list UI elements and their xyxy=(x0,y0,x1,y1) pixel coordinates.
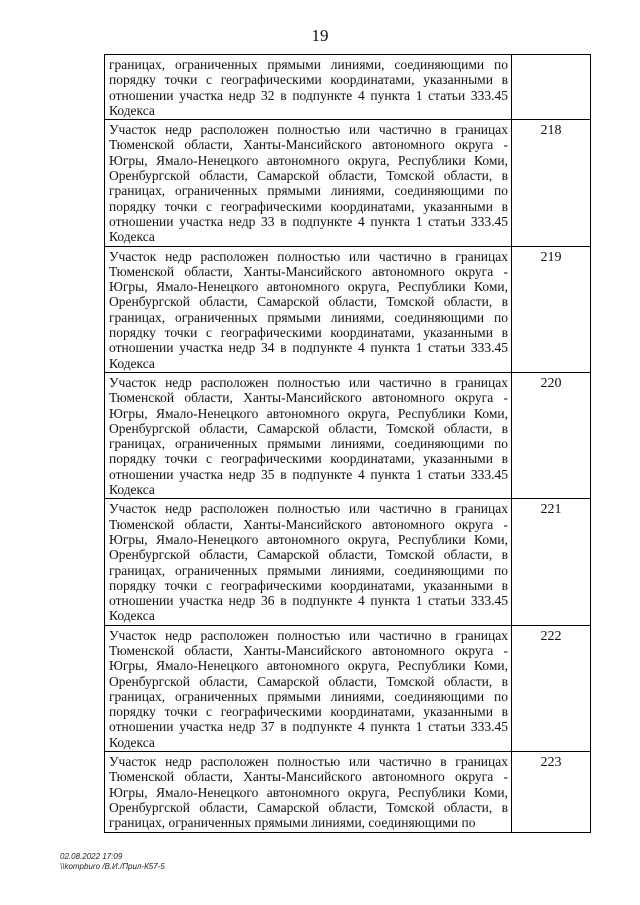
description-text xyxy=(105,120,511,245)
description-line: Югры, Ямало-Ненецкого автономного округа, Республики Коми, xyxy=(109,279,508,295)
number-cell xyxy=(512,246,591,372)
description-line: границах, ограниченных прямыми линиями, соединяющими по xyxy=(109,815,476,831)
description-text xyxy=(105,499,511,624)
table-row xyxy=(105,372,591,498)
table-row xyxy=(105,625,591,751)
description-line: Участок недр расположен полностью или частично в границах xyxy=(109,122,508,138)
row-number: 222 xyxy=(540,628,562,644)
description-line: Тюменской области, Ханты-Мансийского автономного округа - xyxy=(109,137,508,153)
number-cell xyxy=(512,120,591,246)
description-line: Оренбургской области, Самарской области, Томской области, в xyxy=(109,294,508,310)
number-cell xyxy=(512,499,591,625)
description-line: границах, ограниченных прямыми линиями, соединяющими по xyxy=(109,183,508,199)
description-line: Оренбургской области, Самарской области, Томской области, в xyxy=(109,420,508,436)
description-line: Участок недр расположен полностью или частично в границах xyxy=(109,248,508,264)
number-cell xyxy=(512,55,591,120)
description-cell xyxy=(105,752,512,832)
description-line: Тюменской области, Ханты-Мансийского автономного округа - xyxy=(109,263,508,279)
description-line: Тюменской области, Ханты-Мансийского автономного округа - xyxy=(109,516,508,532)
table-row xyxy=(105,246,591,372)
description-line: порядку точки с географическими координатами, указанными в xyxy=(109,451,508,467)
description-line: границах, ограниченных прямыми линиями, соединяющими по xyxy=(109,436,508,452)
description-line: Кодекса xyxy=(109,734,155,750)
description-line: Участок недр расположен полностью или частично в границах xyxy=(109,754,508,770)
row-number: 220 xyxy=(540,375,562,391)
description-cell xyxy=(105,246,512,372)
description-line: отношении участка недр 33 в подпункте 4 пункта 1 статьи 333.45 xyxy=(109,213,508,229)
description-line: Тюменской области, Ханты-Мансийского автономного округа - xyxy=(109,769,508,785)
description-line: Тюменской области, Ханты-Мансийского автономного округа - xyxy=(109,390,508,406)
footer-file-path: \\kompburo /В.И./Прил-К57-5 xyxy=(60,862,165,871)
description-line: порядку точки с географическими координатами, указанными в xyxy=(109,198,508,214)
row-number: 218 xyxy=(540,123,562,139)
table-row xyxy=(105,55,591,120)
description-line: Оренбургской области, Самарской области, Томской области, в xyxy=(109,168,508,184)
description-cell xyxy=(105,55,512,120)
page-number: 19 xyxy=(311,26,329,45)
description-line: Югры, Ямало-Ненецкого автономного округа, Республики Коми, xyxy=(109,152,508,168)
description-line: границах, ограниченных прямыми линиями, соединяющими по xyxy=(109,688,508,704)
description-line: Югры, Ямало-Ненецкого автономного округа, Республики Коми, xyxy=(109,405,508,421)
description-text xyxy=(105,55,511,119)
description-line: границах, ограниченных прямыми линиями, соединяющими по xyxy=(109,57,508,72)
description-text xyxy=(105,373,511,498)
description-line: порядку точки с географическими координатами, указанными в xyxy=(109,577,508,593)
row-number xyxy=(512,55,590,58)
description-line: порядку точки с географическими координатами, указанными в xyxy=(109,704,508,720)
description-line: отношении участка недр 37 в подпункте 4 пункта 1 статьи 333.45 xyxy=(109,719,508,735)
description-line: отношении участка недр 32 в подпункте 4 пункта 1 статьи 333.45 xyxy=(109,87,508,103)
description-line: Кодекса xyxy=(109,229,155,245)
description-line: Участок недр расположен полностью или частично в границах xyxy=(109,374,508,390)
description-line: Оренбургской области, Самарской области, Томской области, в xyxy=(109,799,508,815)
description-line: Участок недр расположен полностью или частично в границах xyxy=(109,501,508,517)
table-row xyxy=(105,752,591,832)
description-line: Югры, Ямало-Ненецкого автономного округа, Республики Коми, xyxy=(109,658,508,674)
row-number: 223 xyxy=(540,755,562,771)
description-line: Югры, Ямало-Ненецкого автономного округа, Республики Коми, xyxy=(109,784,508,800)
table-row xyxy=(105,499,591,625)
description-cell xyxy=(105,120,512,246)
description-cell xyxy=(105,372,512,498)
description-text xyxy=(105,247,511,372)
description-line: отношении участка недр 34 в подпункте 4 пункта 1 статьи 333.45 xyxy=(109,340,508,356)
description-line: отношении участка недр 35 в подпункте 4 пункта 1 статьи 333.45 xyxy=(109,466,508,482)
document-table xyxy=(104,54,591,833)
description-line: границах, ограниченных прямыми линиями, соединяющими по xyxy=(109,562,508,578)
footer-timestamp: 02.08.2022 17:09 xyxy=(60,852,123,861)
description-cell xyxy=(105,625,512,751)
description-line: Кодекса xyxy=(109,608,155,624)
description-line: Оренбургской области, Самарской области, Томской области, в xyxy=(109,547,508,563)
number-cell xyxy=(512,752,591,832)
description-line: порядку точки с географическими координатами, указанными в xyxy=(109,72,508,88)
description-line: Кодекса xyxy=(109,102,155,118)
table-row xyxy=(105,120,591,246)
description-line: Кодекса xyxy=(109,355,155,371)
description-line: Кодекса xyxy=(109,482,155,498)
description-line: границах, ограниченных прямыми линиями, соединяющими по xyxy=(109,309,508,325)
document-footer xyxy=(60,852,165,872)
description-text xyxy=(105,752,511,831)
description-line: Тюменской области, Ханты-Мансийского автономного округа - xyxy=(109,642,508,658)
row-number: 219 xyxy=(540,249,562,265)
description-line: отношении участка недр 36 в подпункте 4 пункта 1 статьи 333.45 xyxy=(109,593,508,609)
number-cell xyxy=(512,625,591,751)
description-line: Югры, Ямало-Ненецкого автономного округа, Республики Коми, xyxy=(109,531,508,547)
description-cell xyxy=(105,499,512,625)
description-line: порядку точки с географическими координатами, указанными в xyxy=(109,325,508,341)
number-cell xyxy=(512,372,591,498)
description-text xyxy=(105,626,511,751)
row-number: 221 xyxy=(540,502,562,518)
description-line: Участок недр расположен полностью или частично в границах xyxy=(109,627,508,643)
description-line: Оренбургской области, Самарской области, Томской области, в xyxy=(109,673,508,689)
